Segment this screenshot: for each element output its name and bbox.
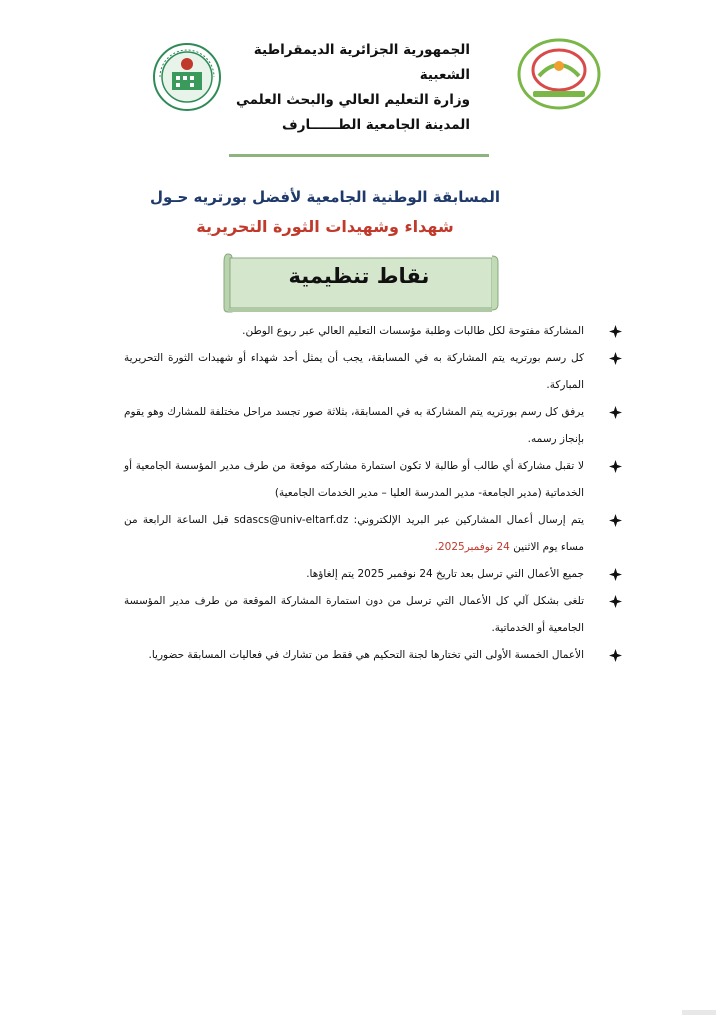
ministry-header (235, 38, 470, 138)
rule-item (124, 345, 584, 399)
rule-text: المشاركة مفتوحة لكل طالبات وطلبة مؤسسات التعليم العالي عبر ربوع الوطن. (242, 325, 584, 337)
residence-emblem-logo (152, 42, 222, 112)
rule-text: يتم إرسال أعمال المشاركين عبر البريد الإلكتروني: (353, 514, 585, 526)
diamond-bullet-icon (609, 352, 622, 365)
rule-text: تلغى بشكل آلي كل الأعمال التي ترسل من دون استمارة المشاركة الموقعة من طرف مدير المؤسسة الجامعية أو الخدماتية. (124, 595, 584, 634)
rule-text-continued: قبل الساعة الرابعة من مساء يوم الاثنين (124, 514, 584, 553)
competition-title: المسابقة الوطنية الجامعية لأفضل بورتريه حـول (149, 188, 501, 206)
diamond-bullet-icon (609, 649, 622, 662)
submission-deadline: 24 نوفمبر2025. (434, 541, 510, 553)
banner-label: نقاط تنظيمية (288, 264, 430, 288)
header-ministry-line: وزارة التعليم العالي والبحث العلمي (235, 92, 470, 108)
competition-subtitle: شهداء وشهيدات الثورة التحريرية (196, 217, 454, 236)
rule-text: يرفق كل رسم بورتريه يتم المشاركة به في المسابقة، بثلاثة صور تجسد مراحل مختلفة للمشارك وهو يقوم بإنجاز رسمه. (124, 406, 584, 445)
organizational-rules-list (124, 318, 584, 669)
diamond-bullet-icon (609, 460, 622, 473)
diamond-bullet-icon (609, 595, 622, 608)
rule-item (124, 318, 584, 345)
rule-item (124, 642, 584, 669)
diamond-bullet-icon (609, 568, 622, 581)
rule-item (124, 507, 584, 561)
submission-email[interactable]: sdascs@univ-eltarf.dz (233, 514, 349, 526)
header-divider (229, 154, 489, 157)
rule-text: جميع الأعمال التي ترسل بعد تاريخ 24 نوفمبر 2025 يتم إلغاؤها. (306, 568, 584, 580)
university-emblem-logo (515, 36, 603, 116)
diamond-bullet-icon (609, 406, 622, 419)
rule-item (124, 561, 584, 588)
rule-item (124, 453, 584, 507)
diamond-bullet-icon (609, 325, 622, 338)
rule-item (124, 399, 584, 453)
page-corner-mark (682, 1010, 716, 1015)
rule-item (124, 588, 584, 642)
header-residence-line: المدينة الجامعية الطــــــارف (282, 117, 470, 133)
diamond-bullet-icon (609, 514, 622, 527)
rule-text: كل رسم بورتريه يتم المشاركة به في المسابقة، يجب أن يمثل أحد شهداء أو شهيدات الثورة التحريرية المباركة. (124, 352, 584, 391)
rule-text: لا تقبل مشاركة أي طالب أو طالبة لا تكون استمارة مشاركته موقعة من طرف مدير المؤسسة الجامعية أو الخدماتية (مدير الجامعة- مدير المدرسة العليا – مدير الخدمات الجامعية) (124, 460, 584, 499)
rule-text: الأعمال الخمسة الأولى التي تختارها لجنة التحكيم هي فقط من تشارك في فعاليات المسابقة حضوريا. (148, 649, 584, 661)
header-republic-line: الجمهورية الجزائرية الديمقراطية الشعبية (253, 42, 470, 83)
